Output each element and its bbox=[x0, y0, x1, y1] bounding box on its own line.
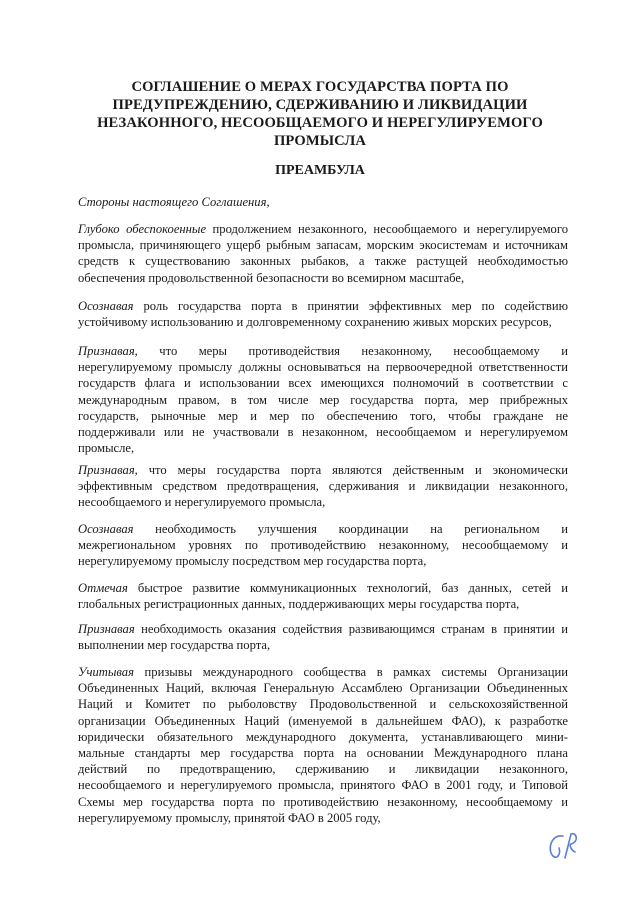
paragraph-text: глобальных регистрационных данных, поддерживающих меры государства порта, bbox=[78, 597, 520, 612]
paragraph-line bbox=[78, 424, 568, 440]
paragraph-line bbox=[78, 494, 568, 510]
paragraph-line bbox=[78, 621, 568, 637]
paragraph-line bbox=[78, 745, 568, 761]
paragraph-text: промысла, причиняющего ущерб рыбным запасам, морским экосистемам и источникам bbox=[78, 238, 568, 253]
paragraph-line bbox=[78, 680, 568, 696]
preamble-paragraph bbox=[78, 343, 568, 456]
paragraph-line bbox=[78, 221, 568, 237]
paragraph-lead: Признавая, bbox=[78, 463, 138, 477]
paragraph-line bbox=[78, 596, 568, 612]
paragraph-text: устойчивому использованию и долговременному сохранению живых морских ресурсов, bbox=[78, 315, 552, 330]
preamble-paragraph bbox=[78, 621, 568, 653]
paragraph-text: организации Объединенных Наций (именуемой в дальнейшем ФАО), к разработке bbox=[78, 713, 568, 728]
title-line: ПРОМЫСЛА bbox=[273, 133, 367, 149]
paragraph-line bbox=[78, 580, 568, 596]
paragraph-line bbox=[78, 777, 568, 793]
paragraph-text: Схемы мер государства порта по противодействию незаконному, несообщаемому и bbox=[78, 794, 568, 809]
paragraph-line bbox=[78, 478, 568, 494]
paragraph-text: необходимость оказания содействия развивающимся странам в принятии и bbox=[134, 622, 568, 636]
paragraph-text: выполнении мер государства порта, bbox=[78, 638, 271, 653]
paragraph-text: быстрое развитие коммуникационных технологий, баз данных, сетей и bbox=[127, 581, 568, 595]
paragraph-text: промысле, bbox=[78, 441, 135, 456]
document-title bbox=[70, 78, 570, 150]
paragraph-lead: Учитывая bbox=[78, 665, 134, 679]
paragraph-line bbox=[78, 440, 568, 456]
paragraph-line bbox=[78, 392, 568, 408]
section-heading: ПРЕАМБУЛА bbox=[275, 163, 365, 178]
paragraph-text: Объединенных Наций, включая Генеральную Ассамблею Организации Объединенных bbox=[78, 681, 568, 696]
paragraph-text: несообщаемого и нерегулируемого промысла, bbox=[78, 495, 326, 510]
paragraph-text: действий по предотвращению, сдерживанию и ликвидации незаконного, bbox=[78, 762, 568, 777]
paragraph-text: что меры государства порта являются действенным и экономически bbox=[137, 463, 568, 477]
paragraph-line bbox=[78, 637, 568, 653]
paragraph-line bbox=[78, 298, 568, 314]
paragraph-line bbox=[78, 314, 568, 330]
paragraph-lead: Отмечая bbox=[78, 581, 128, 595]
paragraph-text: межрегиональном уровнях по противодействию незаконному, несообщаемому и bbox=[78, 538, 568, 553]
paragraph-text: государств флага и использовании всех имеющихся полномочий в соответствии с bbox=[78, 376, 568, 391]
paragraph-text: государств, рыночные мер и мер по обеспечению того, чтобы граждане не bbox=[78, 408, 568, 423]
paragraph-text: международным правом, в том числе мер государства порта, мер прибрежных bbox=[78, 392, 568, 407]
title-line: ПРЕДУПРЕЖДЕНИЮ, СДЕРЖИВАНИЮ И ЛИКВИДАЦИИ bbox=[112, 97, 528, 113]
paragraph-text: нерегулируемому промыслу должны основываться на первоочередной ответственности bbox=[78, 360, 568, 375]
title-line: СОГЛАШЕНИЕ О МЕРАХ ГОСУДАРСТВА ПОРТА ПО bbox=[131, 79, 509, 95]
paragraph-text: продолжением незаконного, несообщаемого и нерегулируемого bbox=[206, 222, 568, 236]
paragraph-line bbox=[78, 237, 568, 253]
preamble-paragraph bbox=[78, 664, 568, 826]
paragraph-text: роль государства порта в принятии эффективных мер по содействию bbox=[133, 299, 568, 313]
paragraph-line bbox=[78, 761, 568, 777]
preamble-paragraph bbox=[78, 462, 568, 511]
paragraph-line bbox=[78, 408, 568, 424]
paragraph-line bbox=[78, 343, 568, 359]
paragraph-line bbox=[78, 664, 568, 680]
paragraph-text: юридически обязательного международного документа, устанавливающего мини- bbox=[78, 729, 568, 744]
title-line: НЕЗАКОННОГО, НЕСООБЩАЕМОГО И НЕРЕГУЛИРУЕМОГО bbox=[97, 115, 543, 131]
paragraph-lead: Признавая bbox=[78, 622, 135, 636]
paragraph-line bbox=[78, 553, 568, 569]
paragraph-text: призывы международного сообщества в рамках системы Организации bbox=[133, 665, 568, 679]
paragraph-text: поддерживали или не участвовали в незаконном, несообщаемом и нерегулируемом bbox=[78, 425, 568, 440]
paragraph-text: нерегулируемому промыслу посредством мер государства порта, bbox=[78, 554, 427, 569]
paragraph-line bbox=[78, 462, 568, 478]
paragraph-line bbox=[78, 521, 568, 537]
paragraph-lead: Глубоко обеспокоенные bbox=[78, 222, 207, 236]
paragraph-text: мальные стандарты мер государства порта на основании Международного плана bbox=[78, 746, 568, 761]
paragraph-text: нерегулируемому промыслу, принятой ФАО в 2005 году, bbox=[78, 810, 381, 825]
paragraph-text: обеспечения продовольственной безопасности во всемирном масштабе, bbox=[78, 270, 465, 285]
paragraph-lead: Признавая, bbox=[78, 344, 138, 358]
paragraph-line bbox=[78, 696, 568, 712]
paragraph-text: несообщаемого и нерегулируемого промысла, принятого ФАО в 2001 году, и Типовой bbox=[78, 778, 568, 793]
paragraph-lead: Осознавая bbox=[78, 522, 134, 536]
preamble-paragraph bbox=[78, 521, 568, 570]
paragraph-lead: Осознавая bbox=[78, 299, 134, 313]
paragraph-text: Наций и Комитет по рыболовству Продовольственной и сельскохозяйственной bbox=[78, 697, 568, 712]
preamble-paragraph bbox=[78, 221, 568, 286]
paragraph-line bbox=[78, 359, 568, 375]
paragraph-line bbox=[78, 270, 568, 286]
intro-line: Стороны настоящего Соглашения, bbox=[78, 195, 270, 209]
paragraph-line bbox=[78, 253, 568, 269]
preamble-paragraph bbox=[78, 298, 568, 330]
paragraph-text: что меры противодействия незаконному, несообщаемому и bbox=[137, 344, 568, 358]
paragraph-text: эффективным средством предотвращения, сдерживания и ликвидации незаконного, bbox=[78, 479, 568, 494]
paragraph-line bbox=[78, 537, 568, 553]
preamble-paragraph bbox=[78, 580, 568, 612]
paragraph-line bbox=[78, 794, 568, 810]
paragraph-text: необходимость улучшения координации на региональном и bbox=[133, 522, 568, 536]
paragraph-line bbox=[78, 729, 568, 745]
paragraph-line bbox=[78, 375, 568, 391]
signature-mark bbox=[543, 828, 583, 868]
paragraph-line bbox=[78, 713, 568, 729]
paragraph-line bbox=[78, 810, 568, 826]
paragraph-text: средств к существованию законных рыбаков, а также растущей необходимостью bbox=[78, 254, 568, 269]
